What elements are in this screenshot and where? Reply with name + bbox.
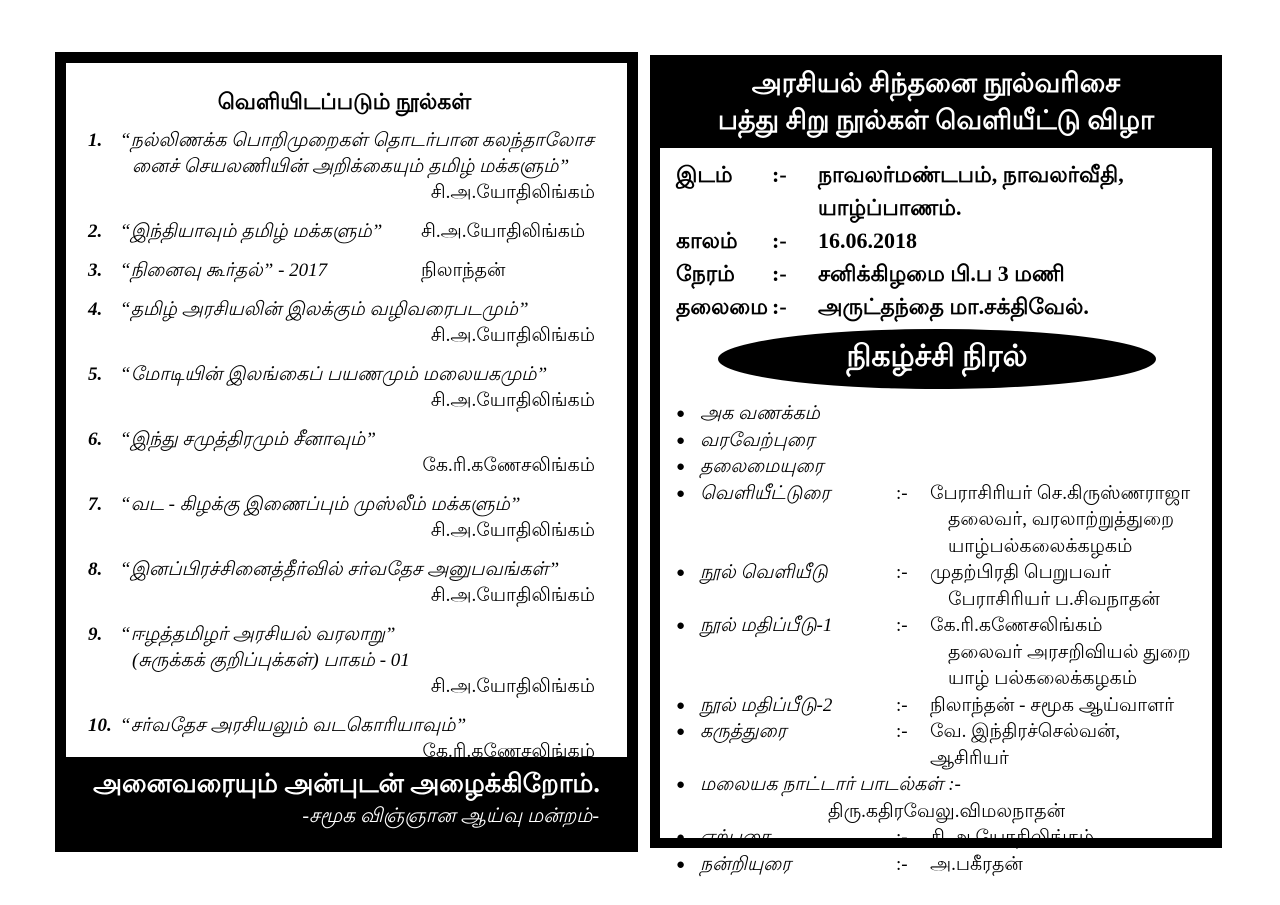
book-author: சி.அ.யோதிலிங்கம் <box>430 585 595 606</box>
program-item-role: பேராசிரியர் செ.கிருஸ்ணராஜா <box>930 482 1191 504</box>
book-author: சி.அ.யோதிலிங்கம் <box>430 676 595 697</box>
detail-label: இடம் <box>676 162 733 187</box>
program-item-role: அ.பகீரதன் <box>930 853 1023 875</box>
program-item-name: ஏற்புரை <box>700 827 770 848</box>
program-item <box>676 825 1198 852</box>
book-author: கே.ரி.கணேசலிங்கம் <box>422 741 595 762</box>
program-item-name: தலைமையுரை <box>700 456 824 477</box>
book-title: “மோடியின் இலங்கைப் பயணமும் மலையகமும்” <box>120 364 548 385</box>
book-author: சி.அ.யோதிலிங்கம் <box>430 390 595 411</box>
program-item-row <box>676 454 1198 481</box>
sep-spacer <box>896 507 926 534</box>
book-line <box>88 154 601 180</box>
book-title: “ஈழத்தமிழர் அரசியல் வரலாறு” <box>120 624 396 645</box>
program-item <box>676 428 1198 455</box>
book-number: 8. <box>88 559 103 580</box>
program-item-role: பேராசிரியர் ப.சிவநாதன் <box>948 588 1160 610</box>
book-line <box>88 557 601 583</box>
program-item-separator: :- <box>896 694 908 716</box>
program-item-name: நூல் வெளியீடு <box>700 562 828 583</box>
program-item <box>676 481 1198 561</box>
bullet-icon: ● <box>676 432 686 449</box>
book-entry <box>88 128 601 206</box>
book-author: சி.அ.யோதிலிங்கம் <box>430 325 595 346</box>
organizer-line: -சமூக விஞ்ஞான ஆய்வு மன்றம்- <box>302 805 599 827</box>
program-item-row <box>676 507 1198 534</box>
book-number: 10. <box>88 715 112 736</box>
book-entry <box>88 492 601 544</box>
program-item <box>676 719 1198 772</box>
book-title: “நினைவு கூர்தல்” - 2017 <box>120 260 328 281</box>
bullet-icon: ● <box>676 459 686 475</box>
program-item-role: முதற்பிரதி பெறுபவர் <box>930 562 1111 583</box>
book-entry <box>88 219 601 245</box>
detail-label: நேரம் <box>676 261 735 286</box>
book-author-line <box>88 583 601 609</box>
invitation-line: அனைவரையும் அன்புடன் அழைக்கிறோம். <box>93 769 600 798</box>
book-line <box>88 219 601 245</box>
book-line <box>88 648 601 674</box>
book-author-line <box>88 180 601 206</box>
program-item-row <box>676 772 1198 799</box>
program-item <box>676 772 1198 825</box>
books-heading: வெளியிடப்படும் நூல்கள் <box>217 89 472 114</box>
book-number: 7. <box>88 494 103 515</box>
detail-value: 16.06.2018 <box>818 228 917 253</box>
program-item-row <box>676 852 1198 879</box>
left-footer <box>66 757 627 841</box>
program-item-name: அக வணக்கம் <box>700 403 820 424</box>
program-item-role: யாழ் பல்கலைக்கழகம் <box>948 668 1138 689</box>
book-number: 2. <box>88 221 103 242</box>
program-item <box>676 454 1198 481</box>
program-item-row <box>676 640 1198 667</box>
bullet-icon: ● <box>676 777 686 793</box>
book-number: 4. <box>88 299 103 320</box>
program-item-role: தலைவர், வரலாற்றுத்துறை <box>948 509 1175 530</box>
book-line <box>88 427 601 453</box>
program-item <box>676 560 1198 613</box>
detail-separator: :- <box>772 261 787 286</box>
detail-separator: :- <box>772 162 787 187</box>
detail-value: நாவலர்மண்டபம், நாவலர்வீதி, <box>818 162 1124 187</box>
bullet-icon: ● <box>676 697 686 714</box>
program-item-separator: :- <box>896 482 908 504</box>
book-line <box>88 258 601 284</box>
program-item <box>676 401 1198 428</box>
program-item-row <box>676 693 1198 720</box>
program-item-row <box>676 825 1198 852</box>
book-entry <box>88 362 601 414</box>
program-item-name: வரவேற்புரை <box>700 429 815 451</box>
program-heading-oval <box>718 329 1156 389</box>
program-item-row <box>676 719 1198 772</box>
book-entry <box>88 258 601 284</box>
book-title: “இந்தியாவும் தமிழ் மக்களும்” <box>120 221 383 242</box>
book-title: “தமிழ் அரசியலின் இலக்கும் வழிவரைபடமும்” <box>120 299 529 320</box>
program-item <box>676 693 1198 720</box>
program-list <box>676 401 1198 878</box>
book-author-line <box>88 388 601 414</box>
bullet-icon: ● <box>676 618 686 634</box>
books-list <box>88 128 601 765</box>
book-number: 9. <box>88 624 103 645</box>
detail-separator-spacer <box>772 191 818 224</box>
book-title: “இந்து சமுத்திரமும் சீனாவும்” <box>120 429 376 450</box>
program-item-row <box>676 666 1198 693</box>
book-author: சி.அ.யோதிலிங்கம் <box>430 520 595 541</box>
program-item-name: மலையக நாட்டார் பாடல்கள் :- <box>700 774 961 795</box>
name-spacer <box>700 587 896 614</box>
detail-label-spacer <box>676 191 772 224</box>
program-item-row <box>676 560 1198 587</box>
book-number: 6. <box>88 429 103 450</box>
bullet-spacer <box>676 640 700 667</box>
bullet-icon: ● <box>676 724 686 740</box>
book-author: கே.ரி.கணேசலிங்கம் <box>422 455 595 476</box>
book-entry <box>88 297 601 349</box>
program-item-row <box>676 481 1198 508</box>
program-item-row <box>676 799 1198 826</box>
detail-separator: :- <box>772 228 787 253</box>
book-title: “சர்வதேச அரசியலும் வடகொரியாவும்” <box>120 715 467 736</box>
event-details <box>676 158 1198 323</box>
bullet-icon: ● <box>676 406 686 422</box>
name-spacer <box>700 666 896 693</box>
sep-spacer <box>896 587 926 614</box>
name-spacer <box>700 534 896 561</box>
detail-label: காலம் <box>676 228 738 253</box>
program-item-name: கருத்துரை <box>700 721 787 742</box>
program-item-row <box>676 587 1198 614</box>
books-box <box>66 63 627 762</box>
program-item-name: நூல் மதிப்பீடு-2 <box>700 694 833 716</box>
program-heading: நிகழ்ச்சி நிரல் <box>846 340 1028 373</box>
left-panel <box>55 52 638 852</box>
book-line <box>88 492 601 518</box>
program-item-name: நன்றியுரை <box>700 853 792 875</box>
sep-spacer <box>896 666 926 693</box>
book-author-line <box>88 323 601 349</box>
bullet-spacer <box>676 534 700 561</box>
bullet-icon: ● <box>676 485 686 502</box>
right-panel <box>650 55 1222 875</box>
program-item-separator: :- <box>896 853 908 875</box>
book-line <box>88 622 601 648</box>
program-item-row <box>676 428 1198 455</box>
event-title-banner <box>660 55 1212 148</box>
program-item-role: நிலாந்தன் - சமூக ஆய்வாளர் <box>930 694 1175 716</box>
bullet-spacer <box>676 587 700 614</box>
program-item-separator: :- <box>896 562 908 583</box>
program-item-name: வெளியீட்டுரை <box>700 482 831 504</box>
book-line <box>88 297 601 323</box>
book-line <box>88 128 601 154</box>
sep-spacer <box>896 534 926 561</box>
sep-spacer <box>896 640 926 667</box>
book-entry <box>88 557 601 609</box>
book-title: “இனப்பிரச்சினைத்தீர்வில் சர்வதேச அனுபவங்கள்” <box>120 559 560 580</box>
program-item <box>676 852 1198 879</box>
program-item-role: யாழ்பல்கலைக்கழகம் <box>948 535 1133 557</box>
book-line <box>88 362 601 388</box>
program-item-name: நூல் மதிப்பீடு-1 <box>700 615 833 636</box>
book-author: நிலாந்தன் <box>421 260 506 281</box>
program-item-separator: :- <box>896 721 908 742</box>
bullet-icon: ● <box>676 565 686 581</box>
program-item-separator: :- <box>896 827 908 848</box>
program-item-role: தலைவர் அரசறிவியல் துறை <box>948 641 1191 663</box>
book-line <box>88 713 601 739</box>
detail-value: சனிக்கிழமை பி.ப 3 மணி <box>818 261 1065 286</box>
program-item-separator: :- <box>896 615 908 636</box>
program-item-row <box>676 534 1198 561</box>
detail-value: அருட்தந்தை மா.சக்திவேல். <box>818 294 1089 319</box>
program-item-role: வே. இந்திரச்செல்வன், ஆசிரியர் <box>930 721 1121 769</box>
book-author: சி.அ.யோதிலிங்கம் <box>430 182 595 203</box>
detail-label: தலைமை <box>676 294 768 319</box>
book-title: னைச் செயலணியின் அறிக்கையும் தமிழ் மக்களும்” <box>132 156 570 177</box>
event-body <box>660 148 1212 875</box>
program-item-role: கே.ரி.கணேசலிங்கம் <box>930 615 1103 636</box>
book-title: “வட - கிழக்கு இணைப்பும் முஸ்லீம் மக்களும்” <box>120 494 521 515</box>
book-number: 5. <box>88 364 103 385</box>
book-author-line <box>88 453 601 479</box>
book-author-line <box>88 674 601 700</box>
book-number: 1. <box>88 130 103 151</box>
detail-value: யாழ்ப்பாணம். <box>818 195 962 220</box>
book-author-line <box>88 518 601 544</box>
bullet-spacer <box>676 666 700 693</box>
book-number: 3. <box>88 260 103 281</box>
name-spacer <box>700 640 896 667</box>
book-title: (சுருக்கக் குறிப்புக்கள்) பாகம் - 01 <box>132 650 410 671</box>
program-item-role: சி.அ.யோதிலிங்கம் <box>930 827 1095 848</box>
bullet-icon: ● <box>676 830 686 846</box>
event-title-line2: பத்து சிறு நூல்கள் வெளியீட்டு விழா <box>717 104 1155 135</box>
name-spacer <box>700 507 896 534</box>
program-item-row <box>676 401 1198 428</box>
program-item-role: திரு.கதிரவேலு.விமலநாதன் <box>828 800 1066 822</box>
bullet-spacer <box>676 507 700 534</box>
program-item <box>676 613 1198 693</box>
detail-separator: :- <box>772 294 787 319</box>
event-title-line1: அரசியல் சிந்தனை நூல்வரிசை <box>751 67 1121 98</box>
program-item-row <box>676 613 1198 640</box>
book-entry <box>88 427 601 479</box>
bullet-icon: ● <box>676 856 686 873</box>
book-author: சி.அ.யோதிலிங்கம் <box>421 221 586 242</box>
book-title: “நல்லிணக்க பொறிமுறைகள் தொடர்பான கலந்தாலோச <box>120 130 594 151</box>
book-entry <box>88 622 601 700</box>
